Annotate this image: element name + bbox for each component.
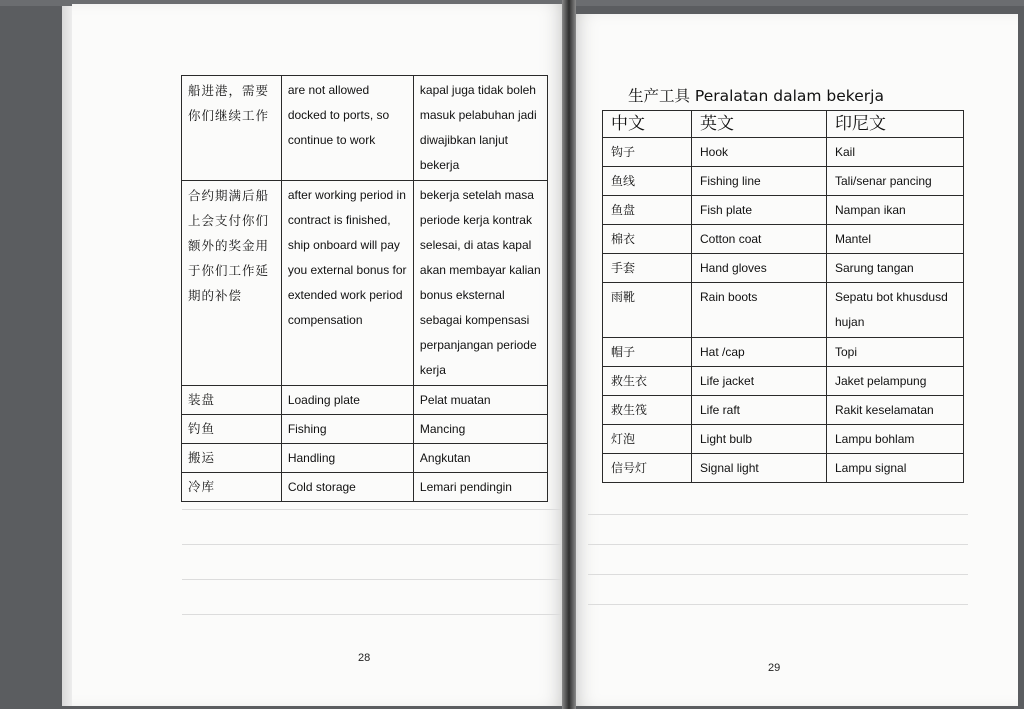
bleed-through-line (588, 574, 968, 575)
table-row (603, 367, 964, 396)
cell-chinese: 鱼线 (603, 167, 692, 196)
table-row (182, 76, 548, 181)
table-row (182, 444, 548, 473)
cell-chinese: 搬运 (182, 444, 282, 473)
cell-chinese: 合约期满后船上会支付你们额外的奖金用于你们工作延期的补偿 (182, 181, 282, 386)
page-number: 28 (358, 652, 371, 664)
cell-indonesian: Lemari pendingin (413, 473, 547, 502)
header-chinese: 中文 (603, 111, 692, 138)
cell-indonesian: Jaket pelampung (827, 367, 964, 396)
bleed-through-line (588, 514, 968, 515)
cell-chinese: 装盘 (182, 386, 282, 415)
cell-english: after working period in contract is finished, ship onboard will pay you external bonus for extended work period compensation (281, 181, 413, 386)
bleed-through-line (182, 614, 562, 615)
header-english: 英文 (692, 111, 827, 138)
cell-indonesian: Sarung tangan (827, 254, 964, 283)
cell-indonesian: kapal juga tidak boleh masuk pelabuhan jadi diwajibkan lanjut bekerja (413, 76, 547, 181)
cell-indonesian: Tali/senar pancing (827, 167, 964, 196)
table-row (603, 138, 964, 167)
cell-english: are not allowed docked to ports, so continue to work (281, 76, 413, 181)
left-vocab-table (181, 75, 548, 502)
cell-indonesian: Angkutan (413, 444, 547, 473)
header-indonesian: 印尼文 (827, 111, 964, 138)
table-row (603, 396, 964, 425)
cell-english: Signal light (692, 454, 827, 483)
table-row (182, 386, 548, 415)
cell-english: Fishing line (692, 167, 827, 196)
table-row (182, 473, 548, 502)
cell-indonesian: Mantel (827, 225, 964, 254)
cell-indonesian: Mancing (413, 415, 547, 444)
cell-english: Fishing (281, 415, 413, 444)
cell-chinese: 救生筏 (603, 396, 692, 425)
table-row (603, 338, 964, 367)
bleed-through-line (182, 509, 562, 510)
cell-indonesian: Kail (827, 138, 964, 167)
right-vocab-table (602, 110, 964, 483)
cell-chinese: 钓鱼 (182, 415, 282, 444)
table-row (603, 254, 964, 283)
table-row (603, 225, 964, 254)
cell-chinese: 棉衣 (603, 225, 692, 254)
cell-chinese: 鱼盘 (603, 196, 692, 225)
bleed-through-line (182, 579, 562, 580)
bleed-through-line (588, 544, 968, 545)
cell-chinese: 信号灯 (603, 454, 692, 483)
cell-chinese: 船进港，需要你们继续工作 (182, 76, 282, 181)
cell-indonesian: Sepatu bot khusdusd hujan (827, 283, 964, 338)
cell-english: Hat /cap (692, 338, 827, 367)
cell-english: Handling (281, 444, 413, 473)
bleed-through-line (182, 544, 562, 545)
cell-indonesian: Rakit keselamatan (827, 396, 964, 425)
cell-english: Light bulb (692, 425, 827, 454)
cell-english: Cotton coat (692, 225, 827, 254)
table-row (603, 196, 964, 225)
table-row (603, 454, 964, 483)
cell-indonesian: Lampu bohlam (827, 425, 964, 454)
section-title: 生产工具 Peralatan dalam bekerja (628, 87, 884, 105)
cell-indonesian: bekerja setelah masa periode kerja kontrak selesai, di atas kapal akan membayar kalian bonus eksternal sebagai kompensasi perpanjangan periode kerja (413, 181, 547, 386)
cell-english: Fish plate (692, 196, 827, 225)
cell-chinese: 冷库 (182, 473, 282, 502)
cell-indonesian: Lampu signal (827, 454, 964, 483)
table-row (603, 425, 964, 454)
cell-indonesian: Topi (827, 338, 964, 367)
table-row (182, 415, 548, 444)
page-number: 29 (768, 662, 781, 674)
cell-english: Hook (692, 138, 827, 167)
cell-chinese: 救生衣 (603, 367, 692, 396)
cell-chinese: 钩子 (603, 138, 692, 167)
bleed-through-line (588, 604, 968, 605)
table-row (603, 167, 964, 196)
cell-english: Life jacket (692, 367, 827, 396)
cell-english: Loading plate (281, 386, 413, 415)
cell-chinese: 帽子 (603, 338, 692, 367)
cell-indonesian: Pelat muatan (413, 386, 547, 415)
cell-chinese: 雨靴 (603, 283, 692, 338)
table-row (182, 181, 548, 386)
cell-chinese: 灯泡 (603, 425, 692, 454)
table-header-row (603, 111, 964, 138)
cell-english: Rain boots (692, 283, 827, 338)
cell-english: Life raft (692, 396, 827, 425)
cell-indonesian: Nampan ikan (827, 196, 964, 225)
cell-english: Cold storage (281, 473, 413, 502)
cell-english: Hand gloves (692, 254, 827, 283)
table-row (603, 283, 964, 338)
book-gutter (562, 0, 576, 709)
cell-chinese: 手套 (603, 254, 692, 283)
